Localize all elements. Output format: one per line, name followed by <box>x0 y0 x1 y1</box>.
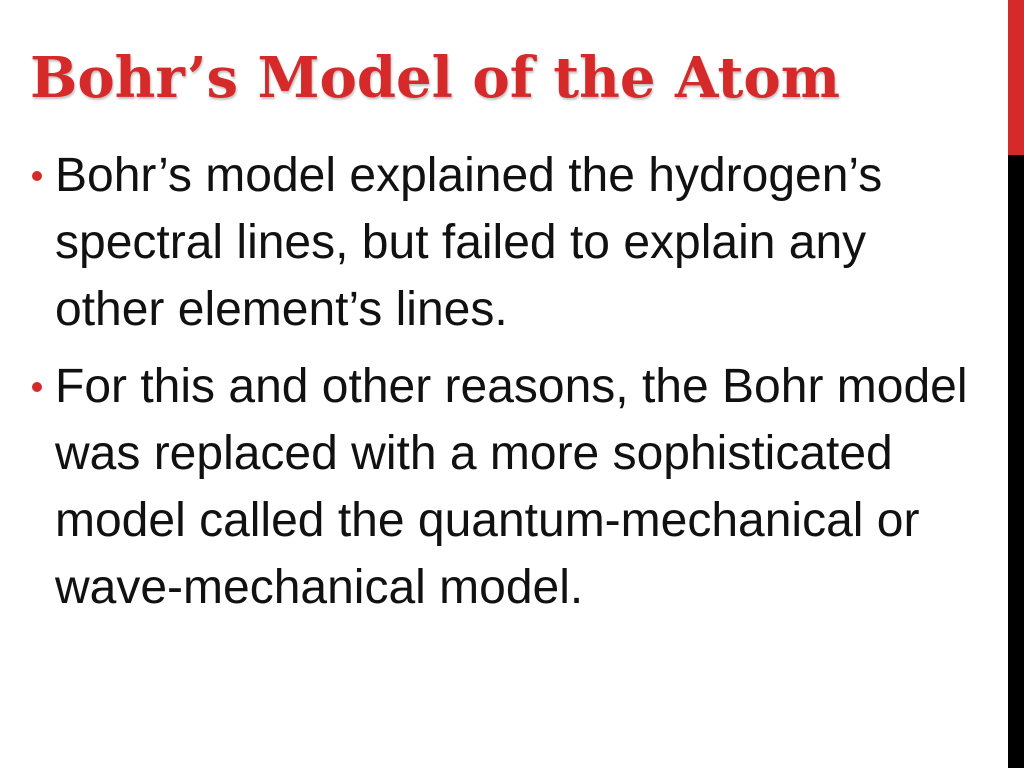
bullet-dot-icon <box>32 171 42 181</box>
bullet-dot-icon <box>32 382 42 392</box>
accent-bar-black <box>1008 155 1024 768</box>
bullet-text: For this and other reasons, the Bohr model was replaced with a more sophisticated model called the quantum-mechanical or wave-mechanical model. <box>55 360 968 614</box>
bullet-list <box>30 142 980 631</box>
accent-bar-red <box>1008 0 1024 155</box>
slide-title: Bohr’s Model of the Atom <box>30 45 840 111</box>
bullet-item <box>30 142 980 343</box>
bullet-item <box>30 353 980 621</box>
bullet-text: Bohr’s model explained the hydrogen’s spectral lines, but failed to explain any other element’s lines. <box>55 149 883 336</box>
